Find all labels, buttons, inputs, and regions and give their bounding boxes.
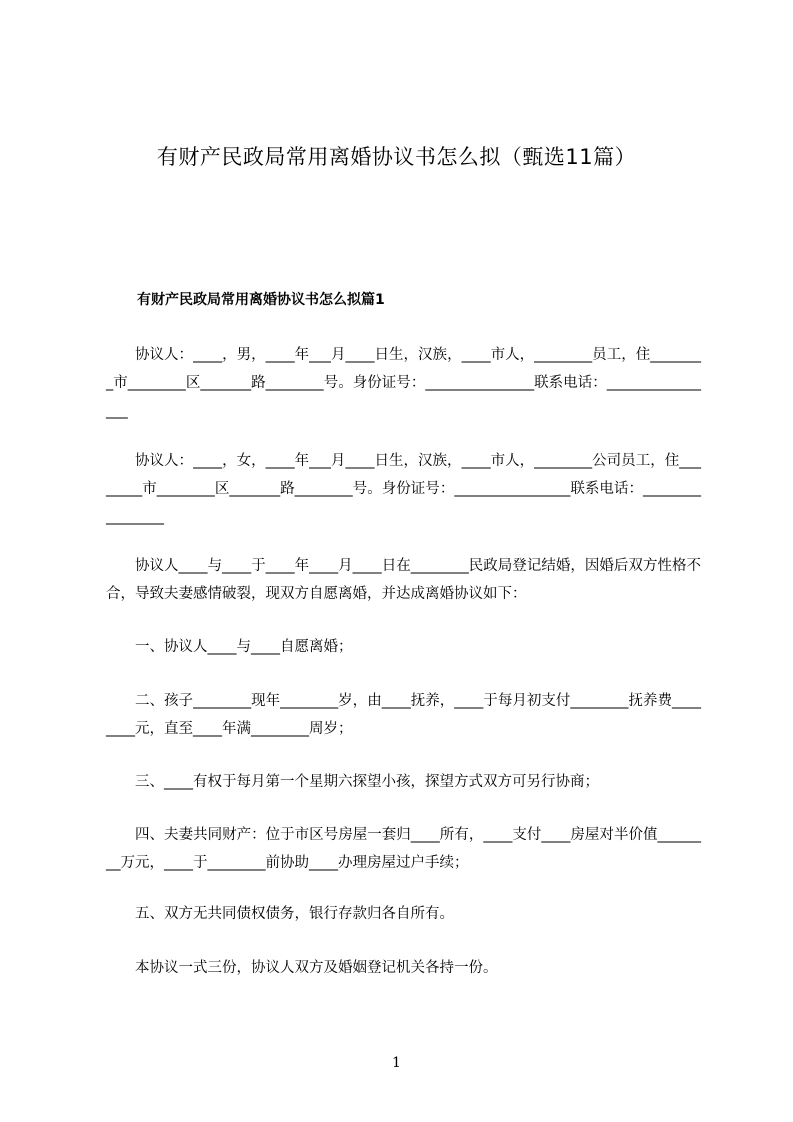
paragraph-clause-3: 三、____有权于每月第一个星期六探望小孩，探望方式双方可另行协商； (135, 774, 599, 790)
paragraph-marriage-info: 协议人____与____于____年____月____日在________民政局登记结婚，因婚后双方性格不合，导致夫妻感情破裂，现双方自愿离婚，并达成离婚协议如下： (106, 558, 701, 602)
paragraph-party-female: 协议人：____，女，____年___月____日生，汉族，____市人，________公司员工，住________市________区_______路________号。身份证号：________________联系电话：________________ (106, 453, 701, 525)
section-heading: 有财产民政局常用离婚协议书怎么拟篇1 (137, 292, 385, 308)
paragraph-clause-2: 二、孩子________现年________岁，由____抚养，____于每月初支付________抚养费________元，直至____年满________周岁； (106, 693, 701, 737)
paragraph-clause-5: 五、双方无共同债权债务，银行存款归各自所有。 (135, 906, 454, 922)
paragraph-clause-1: 一、协议人____与____自愿离婚； (135, 639, 353, 655)
paragraph-clause-4: 四、夫妻共同财产：位于市区号房屋一套归____所有，____支付____房屋对半价值________万元，____于________前协助____办理房屋过户手续； (106, 827, 701, 871)
paragraph-party-male: 协议人：____，男，____年___月____日生，汉族，____市人，________员工，住________市________区_______路________号。身份证号：_______________联系电话：________________ (106, 347, 701, 419)
document-title: 有财产民政局常用离婚协议书怎么拟（甄选11篇） (156, 145, 637, 169)
page-number: 1 (392, 1055, 401, 1071)
paragraph-copies: 本协议一式三份，协议人双方及婚姻登记机关各持一份。 (135, 960, 498, 976)
